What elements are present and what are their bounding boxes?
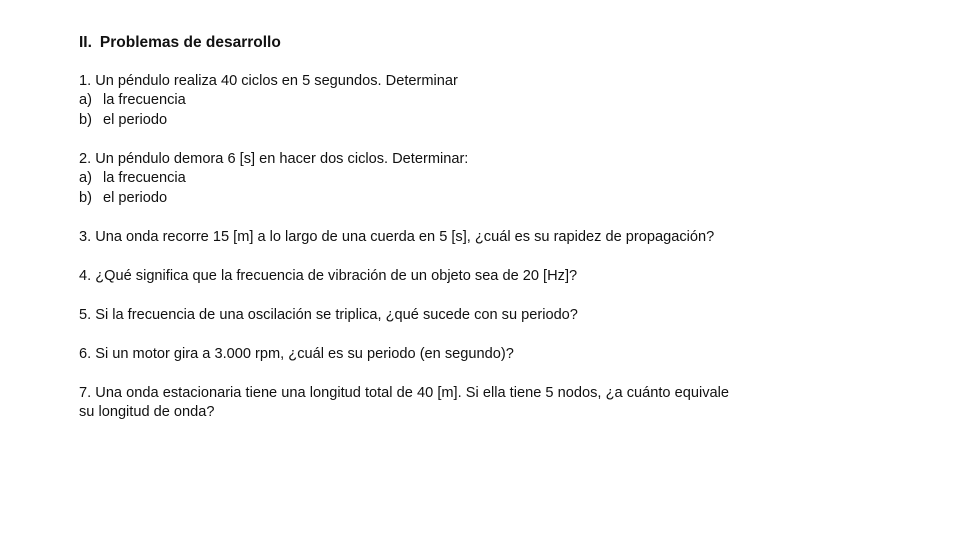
- option-b: [79, 111, 729, 131]
- option-text: la frecuencia: [103, 170, 186, 186]
- problem-5: 5. Si la frecuencia de una oscilación se triplica, ¿qué sucede con su periodo?: [79, 306, 578, 323]
- section-heading: [79, 33, 729, 53]
- problem-6: 6. Si un motor gira a 3.000 rpm, ¿cuál es su periodo (en segundo)?: [79, 345, 514, 362]
- option-letter: b): [79, 111, 92, 128]
- section-title: Problemas de desarrollo: [99, 34, 281, 51]
- section-number: II.: [79, 34, 92, 51]
- option-b: [79, 189, 729, 209]
- option-letter: a): [79, 170, 92, 186]
- option-letter: b): [79, 189, 92, 206]
- problem-1: [79, 72, 729, 131]
- problem-4: 4. ¿Qué significa que la frecuencia de vibración de un objeto sea de 20 [Hz]?: [79, 267, 578, 284]
- option-a: [79, 169, 729, 189]
- option-text: la frecuencia: [103, 92, 186, 108]
- option-text: el periodo: [103, 111, 168, 128]
- option-text: el periodo: [103, 189, 168, 206]
- problem-text: 2. Un péndulo demora 6 [s] en hacer dos ciclos. Determinar:: [79, 150, 469, 167]
- problem-3: 3. Una onda recorre 15 [m] a lo largo de una cuerda en 5 [s], ¿cuál es su rapidez de propagación?: [79, 228, 715, 245]
- option-letter: a): [79, 92, 92, 108]
- problem-text: 1. Un péndulo realiza 40 ciclos en 5 segundos. Determinar: [79, 72, 458, 89]
- problem-2: [79, 150, 729, 209]
- document-page: [79, 33, 729, 442]
- problem-7: 7. Una onda estacionaria tiene una longitud total de 40 [m]. Si ella tiene 5 nodos, ¿a cuánto equivale su longitud de onda?: [79, 384, 729, 420]
- option-a: [79, 91, 729, 111]
